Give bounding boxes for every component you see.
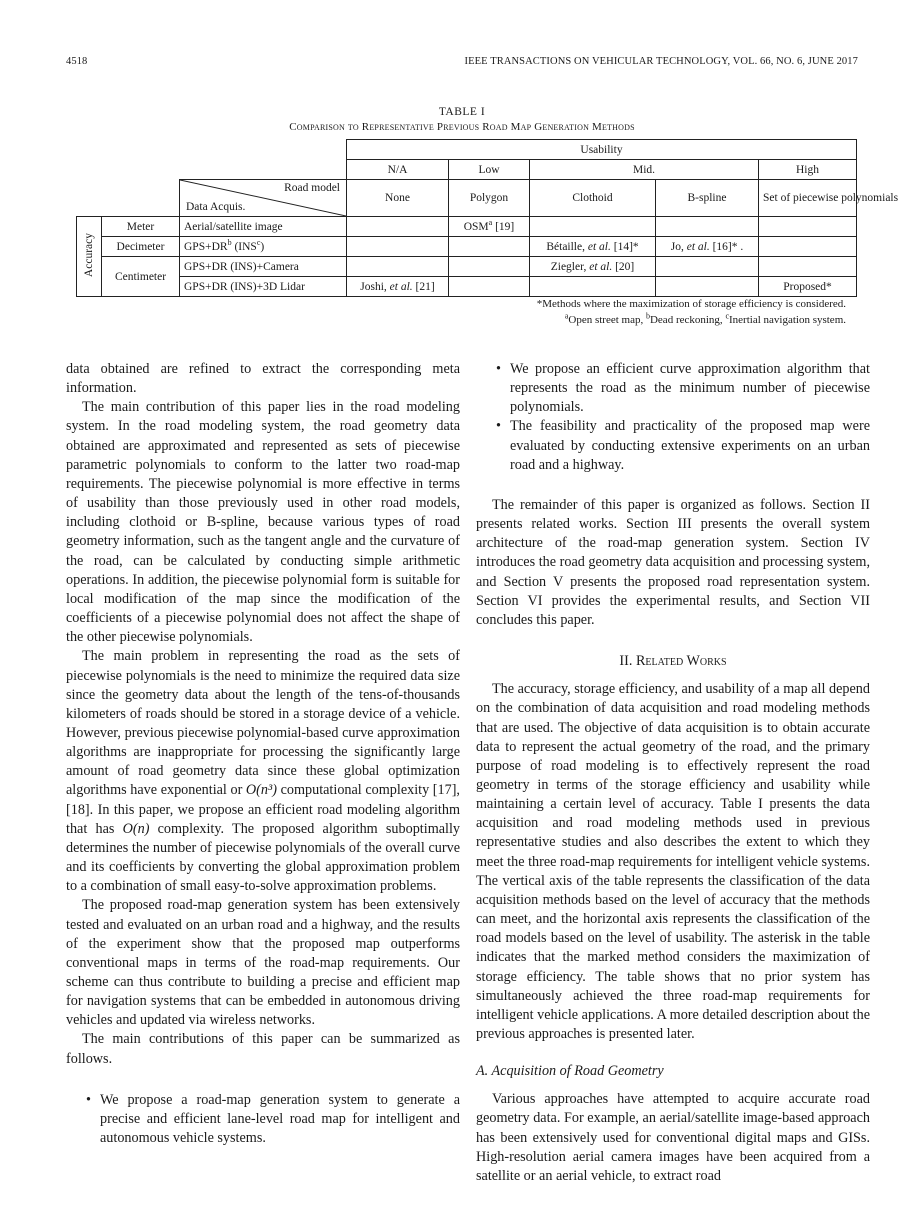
- paragraph: The main contributions of this paper can be summarized as follows.: [66, 1031, 460, 1067]
- table-cell: OSM$^a$ [19]: [449, 217, 530, 237]
- contribution-list: [66, 1091, 460, 1148]
- model-cell: Polygon: [449, 180, 530, 217]
- list-item: • The feasibility and practicality of the proposed map were evaluated by conducting extensive experiments on an urban road and a highway.: [476, 417, 870, 474]
- paragraph: The remainder of this paper is organized as follows. Section II presents related works. Section III presents the overall system architecture of the road-map generation system. Section IV introduces the road geometry data acquisition and processing system, and Section V presents the proposed road representation system. Section VI provides the experimental results, and Section VII concludes this paper.: [476, 496, 870, 628]
- model-cell: Clothoid: [530, 180, 656, 217]
- paragraph: The main problem in representing the road as the sets of piecewise polynomials is the need to minimize the required data size since the geometry data about the length of the tens-of-thousands kilometers of roads should be stored in a storage device of a vehicle. However, previous piecewise polynomial-based curve approximation algorithms are inappropriate for processing the significantly large amount of road geometry data since these global optimization algorithms have exponential or O(n³) computational complexity [17], [18]. In this paper, we propose an efficient road modeling algorithm that has O(n) complexity. The proposed algorithm suboptimally determines the number of piecewise polynomials of the overall curve and its coefficients by converting the global approximation problem to a combination of small easy-to-solve approximation problems.: [66, 648, 461, 895]
- acq-cell: Aerial/satellite image: [180, 217, 347, 237]
- paragraph: The proposed road-map generation system has been extensively tested and evaluated on an urban road and a highway, and the results of the experiment show that the proposed map outperforms conventional maps in terms of the road-map requirements. Our scheme can thus contribute to building a precise and efficient map for navigation systems that can be embedded in autonomous driving vehicles and updated via wireless networks.: [66, 897, 460, 1029]
- paragraph: The accuracy, storage efficiency, and usability of a map all depend on the combination of data acquisition and road modeling methods that are used. The objective of data acquisition is to obtain accurate data to represent the actual geometry of the road, and the primary purpose of road modeling is to effectively represent the road geometry in terms of the storage efficiency and usability while maintaining a certain level of accuracy. Table I presents the data acquisition and road modeling methods used in previous representative studies and also describes the extent to which they meet the three road-map requirements for intelligent vehicle systems. The vertical axis of the table represents the classification of the data acquisition methods based on the level of accuracy that the methods can meet, and the horizontal axis represents the classification of the road models based on the level of usability. The asterisk in the table indicates that the marked method considers the maximization of storage efficiency. The table shows that no prior system has simultaneously achieved the three road-map requirements for intelligent vehicle applications. A more detailed description about the previous approaches is presented later.: [476, 681, 870, 1042]
- table-row: [77, 217, 857, 237]
- acq-cell: GPS+DR (INS)+Camera: [180, 257, 347, 277]
- table-row: [77, 277, 857, 297]
- left-column: [66, 360, 460, 1148]
- level-cell: Mid.: [530, 160, 759, 180]
- table-row: [77, 140, 857, 160]
- table-cell: Bétaille, et al. [14]*: [530, 237, 656, 257]
- usability-header: Usability: [347, 140, 857, 160]
- table-cell: Proposed*: [759, 277, 857, 297]
- paragraph: The main contribution of this paper lies in the road modeling system. In the road modeling system, the road geometry data obtained are approximated and represented as sets of piecewise parametric polynomials to conform to the latter two road-map requirements. The piecewise polynomial is more effective in terms of usability than those previously used in other road models, including clothoid or B-spline, because various types of road geometry information, such as the tangent angle and the curvature of the road, can be calculated by conducting simple arithmetic operations. In addition, the piecewise polynomial form is suitable for local modification of the map since the modification of the coefficients of a piecewise polynomial does not affect the shape of the other piecewise polynomials.: [66, 399, 460, 646]
- level-cell: Low: [449, 160, 530, 180]
- table-row: [77, 237, 857, 257]
- list-item: • We propose a road-map generation system to generate a precise and efficient lane-level road map for intelligent and autonomous vehicle systems.: [66, 1091, 460, 1148]
- accuracy-cell: [77, 217, 102, 297]
- paragraph: Various approaches have attempted to acquire accurate road geometry data. For example, an aerial/satellite image-based approach has been extensively used for conventional digital maps and GISs. High-resolution aerial camera images have been acquired from a satellite or an aerial vehicle, to extract road: [476, 1091, 870, 1184]
- level-cell: N/A: [347, 160, 449, 180]
- table-cell: Ziegler, et al. [20]: [530, 257, 656, 277]
- table-footnote: *Methods where the maximization of storage efficiency is considered.: [536, 298, 846, 310]
- contribution-list: [476, 360, 870, 475]
- acc-level-cell: Decimeter: [102, 237, 180, 257]
- diagonal-header-cell: [180, 180, 347, 217]
- model-cell: None: [347, 180, 449, 217]
- acc-level-cell: Meter: [102, 217, 180, 237]
- table-row: [77, 160, 857, 180]
- page-number: 4518: [66, 56, 88, 67]
- model-cell: Set of piecewise polynomials: [759, 180, 857, 217]
- level-cell: High: [759, 160, 857, 180]
- table-label: TABLE I: [438, 106, 486, 118]
- table-row: [77, 257, 857, 277]
- comparison-table: [76, 139, 899, 297]
- subsection-heading: A. Acquisition of Road Geometry: [476, 1063, 664, 1080]
- table-footnote: $^a$Open street map, $^b$Dead reckoning, $^c$Inertial navigation system.: [564, 311, 846, 326]
- road-model-label: Road model: [284, 182, 340, 194]
- model-cell: B-spline: [656, 180, 759, 217]
- math: O(n): [122, 820, 150, 837]
- acq-cell: $GPS+DR^b$ (INS$^c$): [180, 237, 347, 257]
- running-header: IEEE TRANSACTIONS ON VEHICULAR TECHNOLOGY, VOL. 66, NO. 6, JUNE 2017: [464, 56, 858, 67]
- paragraph: data obtained are refined to extract the corresponding meta information.: [66, 361, 460, 397]
- table-cell: Joshi, et al. [21]: [347, 277, 449, 297]
- table-cell: Jo, et al. [16]* .: [656, 237, 759, 257]
- right-column: [476, 360, 870, 1186]
- table-caption: Comparison to Representative Previous Road Map Generation Methods: [289, 121, 635, 133]
- acc-level-cell: Centimeter: [102, 257, 180, 297]
- list-item: • We propose an efficient curve approximation algorithm that represents the road as the minimum number of piecewise polynomials.: [476, 360, 870, 417]
- data-acquis-label: Data Acquis.: [186, 201, 246, 213]
- math: O(n³): [245, 782, 277, 799]
- section-heading: II. Related Works: [619, 653, 727, 670]
- accuracy-label: Accuracy: [83, 232, 95, 278]
- table-row: [77, 180, 857, 217]
- acq-cell: GPS+DR (INS)+3D Lidar: [180, 277, 347, 297]
